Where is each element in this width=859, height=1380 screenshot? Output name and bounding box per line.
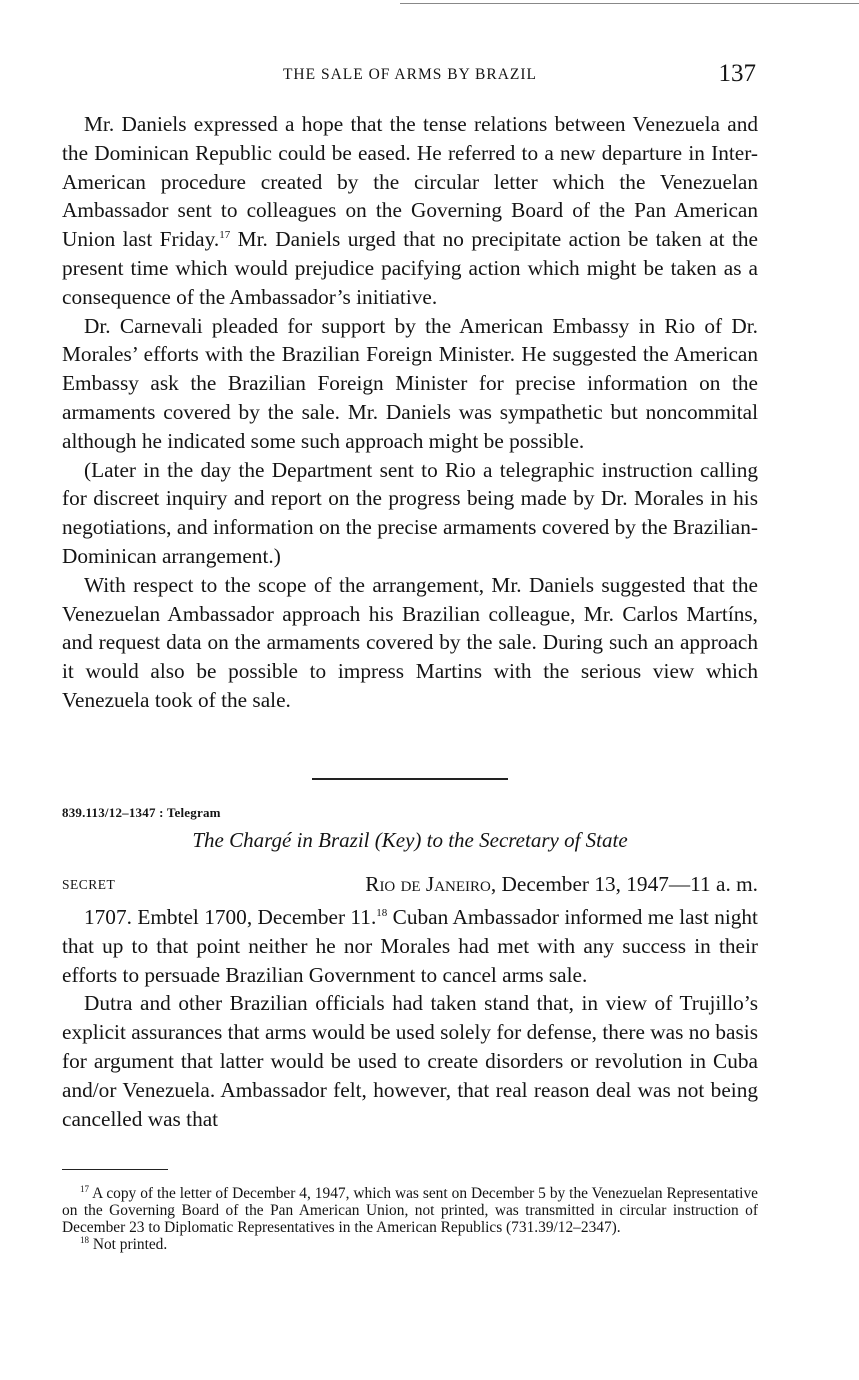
- footnote-rule: [62, 1169, 168, 1170]
- top-edge-rule: [400, 3, 859, 4]
- footnote-mark: 17: [80, 1184, 89, 1194]
- page-number: 137: [718, 60, 756, 87]
- file-reference: 839.113/12–1347 : Telegram: [62, 805, 221, 820]
- body-text-top: [62, 110, 758, 715]
- paragraph-scope-arrangement: With respect to the scope of the arrangement, Mr. Daniels suggested that the Venezuelan Ambassador approach his Brazilian colleague, Mr. Carlos Martíns, and request data on the armaments covered by the sale. During such an approach it would also be possible to impress Martins with the serious view which Venezuela took of the sale.: [62, 572, 758, 712]
- paragraph-text: Cuban Ambassador informed me last night that up to that point neither he nor Morales had met with any success in their efforts to persuade Brazilian Government to cancel arms sale.: [62, 905, 758, 987]
- footnote-reference: 18: [376, 907, 388, 919]
- section-separator: [312, 778, 508, 780]
- paragraph-text: Mr. Daniels expressed a hope that the tense relations between Venezuela and the Dominican Republic could be eased. He referred to a new departure in Inter-American procedure created by the circular letter which the Venezuelan Ambassador sent to colleagues on the Governing Board of the Pan American Union last Friday.: [62, 112, 758, 252]
- paragraph-daniels-hope: [62, 110, 758, 312]
- place-date: [365, 872, 758, 897]
- footnote-reference: 17: [219, 229, 231, 242]
- footnote-text: A copy of the letter of December 4, 1947, which was sent on December 5 by the Venezuelan Representative on the Governing Board of the Pan American Union, not printed, was transmitted in circular instruction of December 23 to Diplomatic Representatives in the American Republics (731.39/12–2347).: [62, 1185, 758, 1236]
- footnote-18: [62, 1236, 758, 1253]
- date-time: , December 13, 1947—11 a. m.: [490, 872, 758, 896]
- paragraph-text: Mr. Daniels urged that no precipitate action be taken at the present time which would prejudice pacifying action which might be taken as a consequence of the Ambassador’s initiative.: [62, 227, 758, 309]
- footnote-text: Not printed.: [89, 1236, 168, 1253]
- classification-label: SECRET: [62, 877, 116, 892]
- footnote-mark: 18: [80, 1235, 89, 1245]
- footnote-17: [62, 1185, 758, 1236]
- paragraph-text: 1707. Embtel 1700, December 11.: [84, 905, 377, 929]
- body-text-bottom: [62, 903, 758, 1133]
- running-head: [62, 60, 758, 92]
- paragraph-carnevali: Dr. Carnevali pleaded for support by the American Embassy in Rio of Dr. Morales’ efforts with the Brazilian Foreign Minister. He suggested the American Embassy ask the Brazilian Foreign Minister for precise information on the armaments covered by the sale. Mr. Daniels was sympathetic but noncommital although he indicated some such approach might be possible.: [62, 313, 758, 453]
- paragraph-telegram-1707: [62, 903, 758, 989]
- paragraph-dutra-stand: Dutra and other Brazilian officials had taken stand that, in view of Trujillo’s explicit assurances that arms would be used solely for defense, there was no basis for argument that latter would be used to create disorders or revolution in Cuba and/or Venezuela. Ambassador felt, however, that real reason deal was not being cancelled was that: [62, 991, 758, 1131]
- document-heading: The Chargé in Brazil (Key) to the Secretary of State: [192, 828, 628, 852]
- running-head-title: THE SALE OF ARMS BY BRAZIL: [282, 66, 538, 83]
- dateline: [62, 872, 758, 900]
- place-name: Rio de Janeiro: [365, 872, 491, 896]
- paragraph-department-instruction: (Later in the day the Department sent to Rio a telegraphic instruction calling for discreet inquiry and report on the progress being made by Dr. Morales in his negotiations, and information on the precise armaments covered by the Brazilian-Dominican arrangement.): [62, 457, 758, 568]
- footnotes: [62, 1185, 758, 1253]
